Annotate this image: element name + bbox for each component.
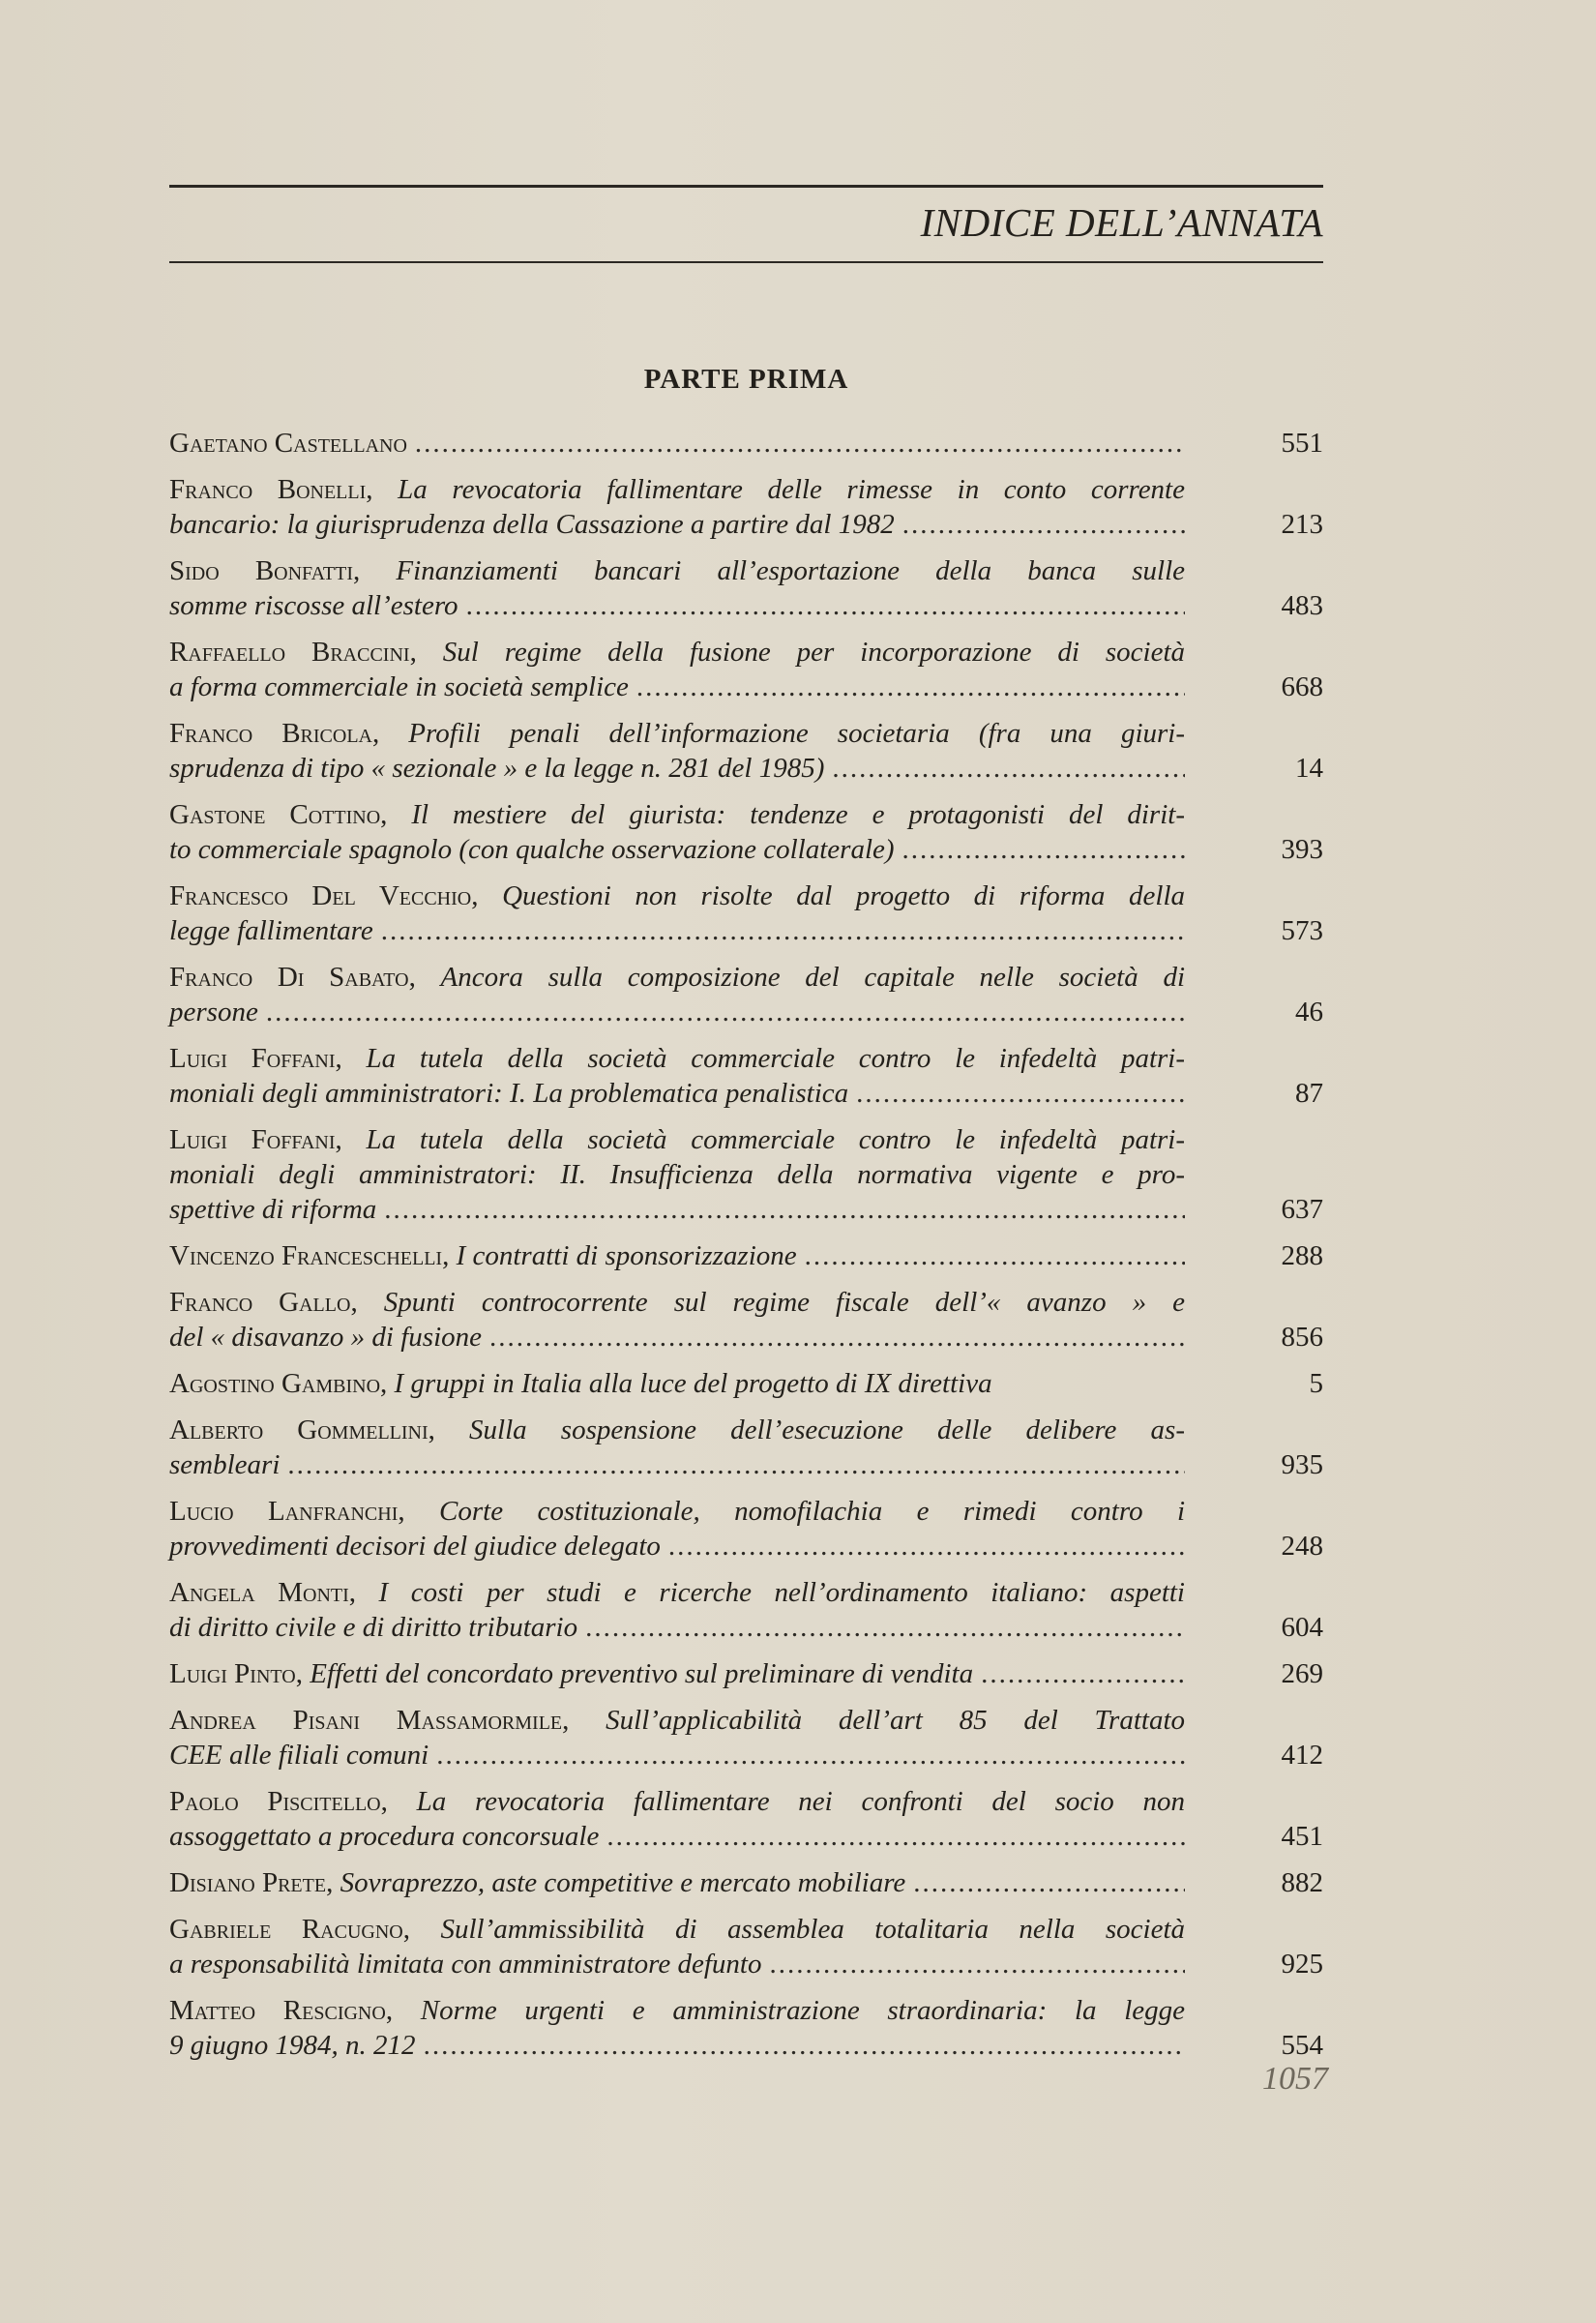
toc-entry: [169, 1575, 1323, 1645]
toc-entry: [169, 1703, 1323, 1772]
entry-line: Gastone Cottino, Il mestiere del giurista: tendenze e protagonisti del dirit-: [169, 799, 1185, 830]
entry-author: Luigi Pinto: [169, 1658, 296, 1689]
entry-page-number: 412: [1281, 1740, 1323, 1771]
entry-line: [169, 1320, 1185, 1355]
dot-leader: [466, 588, 1185, 623]
entry-author: Franco Gallo: [169, 1287, 351, 1318]
entry-title: I contratti di sponsorizzazione: [456, 1240, 797, 1271]
entry-author: Alberto Gommellini: [169, 1415, 429, 1445]
toc-entry: [169, 716, 1323, 786]
toc-entry: [169, 1413, 1323, 1482]
entry-title: a forma commerciale in società semplice: [169, 671, 629, 702]
entry-line: Lucio Lanfranchi, Corte costituzionale, nomofilachia e rimedi contro i: [169, 1496, 1186, 1527]
entry-line: Francesco Del Vecchio, Questioni non risolte dal progetto di riforma della: [169, 880, 1186, 911]
entry-line: [169, 1192, 1185, 1227]
entry-title: Norme urgenti e amministrazione straordinaria: la legge: [420, 1995, 1186, 2026]
entry-title: Questioni non risolte dal progetto di riforma della: [502, 880, 1186, 911]
entry-author: Angela Monti: [169, 1577, 349, 1608]
entry-page-number: 637: [1281, 1194, 1323, 1225]
entry-title: Finanziamenti bancari all’esportazione della banca sulle: [396, 555, 1186, 586]
entry-line: Raffaello Braccini, Sul regime della fusione per incorporazione di società: [169, 637, 1186, 668]
entry-title: I costi per studi e ricerche nell’ordinamento italiano: aspetti: [378, 1577, 1185, 1608]
entry-title: I gruppi in Italia alla luce del progetto di IX direttiva: [394, 1368, 992, 1399]
entry-line: [169, 1656, 1185, 1691]
toc-entry: [169, 960, 1323, 1029]
dot-leader: [266, 995, 1185, 1029]
entry-line: [169, 1238, 1185, 1273]
header-rule-top: [169, 185, 1323, 188]
entry-line: [169, 588, 1185, 623]
entry-line: [169, 913, 1185, 948]
entry-tail: [169, 426, 407, 461]
entry-line: Alberto Gommellini, Sulla sospensione dell’esecuzione delle delibere as-: [169, 1415, 1185, 1445]
running-head: INDICE DELL’ANNATA: [920, 200, 1323, 245]
entry-title: assoggettato a procedura concorsuale: [169, 1821, 600, 1852]
entry-tail: Agostino Gambino, I gruppi in Italia alla luce del progetto di IX direttiva: [169, 1368, 992, 1399]
dot-leader: [668, 1529, 1185, 1564]
entry-title: Ancora sulla composizione del capitale nelle società di: [440, 962, 1186, 993]
entry-page-number: 668: [1281, 671, 1323, 702]
dot-leader: [832, 751, 1185, 786]
toc-entry: [169, 797, 1323, 867]
entry-title: CEE alle filiali comuni: [169, 1740, 429, 1771]
dot-leader: [805, 1238, 1185, 1273]
entry-line: Luigi Foffani, La tutela della società commerciale contro le infedeltà patri-: [169, 1124, 1185, 1155]
entry-title: La revocatoria fallimentare nei confronti del socio non: [416, 1786, 1186, 1817]
entry-line: [169, 1529, 1185, 1564]
entry-author: Franco Bricola: [169, 718, 372, 749]
entry-page-number: 87: [1295, 1078, 1323, 1109]
entry-line: Franco Bricola, Profili penali dell’informazione societaria (fra una giuri-: [169, 718, 1185, 749]
entry-page-number: 554: [1281, 2030, 1323, 2061]
entry-author: Gastone Cottino: [169, 799, 381, 830]
entry-page-number: 46: [1295, 997, 1323, 1027]
entry-tail: Disiano Prete, Sovraprezzo, aste competitive e mercato mobiliare: [169, 1867, 906, 1898]
entry-author: Agostino Gambino: [169, 1368, 381, 1399]
entry-line: [169, 751, 1185, 786]
dot-leader: [436, 1738, 1185, 1772]
entry-tail: Vincenzo Franceschelli, I contratti di sponsorizzazione: [169, 1240, 797, 1271]
entry-title: sembleari: [169, 1449, 281, 1480]
part-title: PARTE PRIMA: [643, 364, 849, 395]
header-rule-bottom: [169, 261, 1323, 263]
entry-line: [169, 1157, 1185, 1192]
entry-page-number: 288: [1281, 1240, 1323, 1271]
entry-line: Franco Di Sabato, Ancora sulla composizione del capitale nelle società di: [169, 962, 1186, 993]
dot-leader: [636, 670, 1185, 704]
entry-line: [169, 1947, 1185, 1981]
entry-author: Matteo Rescigno: [169, 1995, 386, 2026]
entry-title: Sull’ammissibilità di assemblea totalitaria nella società: [440, 1914, 1186, 1945]
toc-entry: [169, 1993, 1323, 2063]
entry-page-number: 925: [1281, 1949, 1323, 1980]
page-number: 1057: [1262, 2061, 1328, 2097]
dot-leader: [856, 1076, 1185, 1111]
entry-line: [169, 2028, 1185, 2063]
entry-author: Franco Di Sabato: [169, 962, 409, 993]
entry-author: Francesco Del Vecchio: [169, 880, 472, 911]
toc-entry: [169, 1494, 1323, 1564]
toc-entry: [169, 635, 1323, 704]
entry-line: [169, 832, 1185, 867]
entry-title: Il mestiere del giurista: tendenze e protagonisti del dirit-: [411, 799, 1185, 830]
entry-line: [169, 1610, 1185, 1645]
entry-page-number: 551: [1281, 428, 1323, 459]
entry-title: Effetti del concordato preventivo sul preliminare di vendita: [310, 1658, 974, 1689]
entry-title: Sovraprezzo, aste competitive e mercato mobiliare: [340, 1867, 906, 1898]
entry-title: legge fallimentare: [169, 915, 373, 946]
entry-line: [169, 507, 1185, 542]
entry-title: Spunti controcorrente sul regime fiscale dell’« avanzo » e: [383, 1287, 1186, 1318]
entry-author: Luigi Foffani: [169, 1124, 336, 1155]
dot-leader: [902, 507, 1185, 542]
entry-author: Sido Bonfatti: [169, 555, 354, 586]
entry-title: a responsabilità limitata con amministratore defunto: [169, 1949, 762, 1980]
entry-line: [169, 670, 1185, 704]
entry-line: [169, 1738, 1185, 1772]
entry-line: Andrea Pisani Massamormile, Sull’applicabilità dell’art 85 del Trattato: [169, 1705, 1185, 1736]
entry-title: Corte costituzionale, nomofilachia e rimedi contro i: [439, 1496, 1186, 1527]
entry-title: La revocatoria fallimentare delle rimesse in conto corrente: [398, 474, 1185, 505]
entry-line: Sido Bonfatti, Finanziamenti bancari all’esportazione della banca sulle: [169, 555, 1186, 586]
entry-page-number: 213: [1281, 509, 1323, 540]
entry-author: Franco Bonelli: [169, 474, 367, 505]
toc-entry: [169, 1285, 1323, 1355]
dot-leader: [585, 1610, 1185, 1645]
entry-page-number: 882: [1281, 1867, 1323, 1898]
toc-entry: [169, 472, 1323, 542]
toc-entry: [169, 1238, 1323, 1273]
dot-leader: [415, 426, 1185, 461]
entry-line: [169, 995, 1185, 1029]
entry-line: Paolo Piscitello, La revocatoria fallimentare nei confronti del socio non: [169, 1786, 1186, 1817]
entry-title: bancario: la giurisprudenza della Cassazione a partire dal 1982: [169, 509, 895, 540]
entry-page-number: 269: [1281, 1658, 1323, 1689]
entry-page-number: 14: [1295, 753, 1323, 784]
entry-title: sprudenza di tipo « sezionale » e la legge n. 281 del 1985): [169, 753, 825, 784]
entry-title: del « disavanzo » di fusione: [169, 1322, 483, 1353]
dot-leader: [981, 1656, 1185, 1691]
entry-title: Sul regime della fusione per incorporazione di società: [442, 637, 1186, 668]
toc-entry: [169, 426, 1323, 461]
entry-title: persone: [169, 997, 258, 1027]
dot-leader: [606, 1819, 1185, 1854]
entry-author: Vincenzo Franceschelli: [169, 1240, 443, 1271]
entry-page-number: 935: [1281, 1449, 1323, 1480]
entry-title: moniali degli amministratori: I. La problematica penalistica: [169, 1078, 849, 1109]
toc-entry: [169, 553, 1323, 623]
dot-leader: [913, 1865, 1185, 1900]
entry-title: 9 giugno 1984, n. 212: [169, 2030, 416, 2061]
entry-author: Andrea Pisani Massamormile: [169, 1705, 563, 1736]
entry-page-number: 248: [1281, 1531, 1323, 1562]
toc-entry: [169, 1122, 1323, 1227]
entry-page-number: 451: [1281, 1821, 1323, 1852]
entry-author: Disiano Prete: [169, 1867, 327, 1898]
entry-title: to commerciale spagnolo (con qualche osservazione collaterale): [169, 834, 895, 865]
entry-title: Sull’applicabilità dell’art 85 del Trattato: [606, 1705, 1185, 1736]
entry-author: Gabriele Racugno: [169, 1914, 403, 1945]
toc-entry: [169, 1656, 1323, 1691]
entry-author: Luigi Foffani: [169, 1043, 336, 1074]
dot-leader: [902, 832, 1185, 867]
entry-title: di diritto civile e di diritto tributario: [169, 1612, 578, 1643]
toc-entry: [169, 879, 1323, 948]
entry-line: Matteo Rescigno, Norme urgenti e amministrazione straordinaria: la legge: [169, 1995, 1186, 2026]
entry-line: Angela Monti, I costi per studi e ricerche nell’ordinamento italiano: aspetti: [169, 1577, 1185, 1608]
toc-entry: [169, 1366, 1323, 1401]
entry-page-number: 573: [1281, 915, 1323, 946]
entry-author: Lucio Lanfranchi: [169, 1496, 399, 1527]
dot-leader: [287, 1447, 1185, 1482]
toc-entry: [169, 1041, 1323, 1111]
dot-leader: [381, 913, 1185, 948]
toc-entry: [169, 1784, 1323, 1854]
entry-page-number: 604: [1281, 1612, 1323, 1643]
entry-page-number: 393: [1281, 834, 1323, 865]
entry-title: Sulla sospensione dell’esecuzione delle delibere as-: [469, 1415, 1185, 1445]
entry-line: [169, 1819, 1185, 1854]
entry-line: [169, 426, 1185, 461]
entry-tail: Luigi Pinto, Effetti del concordato preventivo sul preliminare di vendita: [169, 1658, 974, 1689]
entry-title: spettive di riforma: [169, 1194, 377, 1225]
toc-entry: [169, 1912, 1323, 1981]
entry-page-number: 483: [1281, 590, 1323, 621]
entry-line: [169, 1865, 1185, 1900]
entry-page-number: 856: [1281, 1322, 1323, 1353]
entry-title: La tutela della società commerciale contro le infedeltà patri-: [366, 1043, 1185, 1074]
entry-author: Paolo Piscitello: [169, 1786, 381, 1817]
entry-title: moniali degli amministratori: II. Insufficienza della normativa vigente e pro-: [169, 1159, 1185, 1190]
entry-page-number: 5: [1309, 1368, 1323, 1399]
table-of-contents: [169, 426, 1323, 2074]
entry-line: Gabriele Racugno, Sull’ammissibilità di assemblea totalitaria nella società: [169, 1914, 1186, 1945]
entry-author: Raffaello Braccini: [169, 637, 410, 668]
entry-author: Gaetano Castellano: [169, 428, 407, 459]
entry-line: Franco Bonelli, La revocatoria fallimentare delle rimesse in conto corrente: [169, 474, 1185, 505]
entry-title: La tutela della società commerciale contro le infedeltà patri-: [366, 1124, 1185, 1155]
entry-line: Franco Gallo, Spunti controcorrente sul regime fiscale dell’« avanzo » e: [169, 1287, 1186, 1318]
toc-entry: [169, 1865, 1323, 1900]
entry-line: [169, 1076, 1185, 1111]
entry-title: somme riscosse all’estero: [169, 590, 458, 621]
dot-leader: [489, 1320, 1185, 1355]
entry-title: Profili penali dell’informazione societaria (fra una giuri-: [408, 718, 1185, 749]
entry-line: [169, 1366, 1185, 1401]
entry-title: provvedimenti decisori del giudice delegato: [169, 1531, 661, 1562]
dot-leader: [424, 2028, 1185, 2063]
entry-line: Luigi Foffani, La tutela della società commerciale contro le infedeltà patri-: [169, 1043, 1185, 1074]
entry-line: [169, 1447, 1185, 1482]
dot-leader: [769, 1947, 1185, 1981]
dot-leader: [384, 1192, 1185, 1227]
